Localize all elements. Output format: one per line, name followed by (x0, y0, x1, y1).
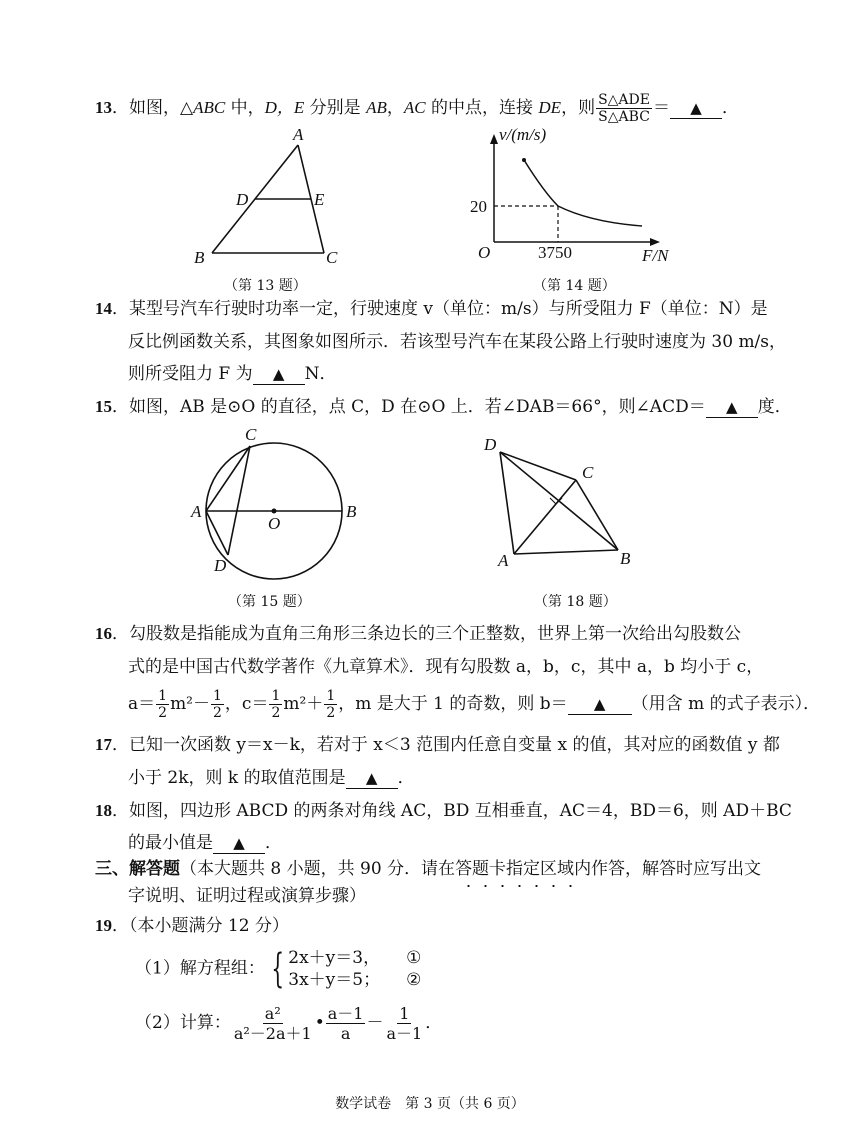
q17-line-1: 17．已知一次函数 y＝x－k，若对于 x＜3 范围内任意自变量 x 的值，其对应的函数值 y 都 (95, 735, 780, 755)
fig18-label-d: D (484, 435, 497, 454)
q16-answer-blank[interactable]: ▲ (568, 694, 632, 715)
fig15-label-b: B (346, 502, 357, 521)
fig14-ylabel: v/(m/s) (499, 125, 547, 144)
fig13-label-d: D (236, 190, 249, 209)
fig15-label-o: O (268, 514, 281, 533)
q17-answer-blank[interactable]: ▲ (346, 768, 398, 789)
fig14-caption: （第 14 题） (533, 278, 616, 294)
q18-line-1: 18．如图，四边形 ABCD 的两条对角线 AC，BD 互相垂直，AC＝4，BD＝6，则 AD＋BC (95, 801, 792, 821)
fig15-label-d: D (214, 556, 227, 575)
fig14-ytick: 20 (470, 197, 487, 216)
q13-line: 13．如图，△ABC 中，D，E 分别是 AB，AC 的中点，连接 DE，则 $\frac{\text{S△ADE}}{\text{S△ABC}}$ ＝ ▲ ． (95, 92, 739, 125)
figure-15-circle (190, 425, 370, 585)
fig18-label-c: C (582, 463, 594, 482)
q14-line-2: 反比例函数关系，其图象如图所示．若该型号汽车在某段公路上行驶时速度为 30 m/s， (128, 332, 787, 352)
q18-line-2: 的最小值是 ▲ ． (128, 833, 282, 853)
q16-line-3: a＝ $\frac{1}{2}$ m²－ $\frac{1}{2}$ ，c＝ $\frac{1}{2}$ m²＋ $\frac{1}{2}$ ，m 是大于 1 的奇数，则 b＝ ▲ （用含 m 的式子表示）． (128, 688, 821, 721)
q18-answer-blank[interactable]: ▲ (213, 833, 265, 854)
fig15-label-a: A (191, 502, 202, 521)
figure-14-graph (470, 125, 680, 270)
fig13-caption: （第 13 题） (224, 278, 307, 294)
q16-line-2: 式的是中国古代数学著作《九章算术》．现有勾股数 a，b，c，其中 a，b 均小于 c， (128, 657, 764, 677)
fig14-xtick: 3750 (538, 243, 572, 262)
fig18-label-a: A (498, 551, 509, 570)
q19-part-1: （1）解方程组： { 2x＋y＝3， ① 3x＋y＝5； ② (135, 946, 422, 992)
brace-icon: { (271, 946, 284, 992)
equation-system: { 2x＋y＝3， ① 3x＋y＝5； ② (271, 946, 422, 992)
fig18-label-b: B (620, 549, 631, 568)
q15-line: 15．如图，AB 是⊙O 的直径，点 C，D 在⊙O 上．若∠DAB＝66°，则∠ACD＝ ▲ 度． (95, 397, 792, 417)
fig13-label-b: B (194, 248, 205, 267)
fig14-origin: O (478, 243, 491, 262)
fig15-label-c: C (245, 425, 257, 444)
answer-area-emphasis: 答题卡指定区域 (455, 859, 575, 879)
fig15-caption: （第 15 题） (228, 594, 311, 610)
q13-number: 13 (95, 98, 112, 117)
q19-line: 19．（本小题满分 12 分） (95, 916, 289, 936)
fig13-label-a: A (293, 125, 304, 144)
fig13-label-e: E (314, 190, 325, 209)
q13-answer-blank[interactable]: ▲ (670, 98, 722, 119)
section-3-heading-line-2: 字说明、证明过程或演算步骤） (128, 886, 366, 906)
figure-13-triangle (190, 125, 350, 270)
q16-line-1: 16．勾股数是指能成为直角三角形三条边长的三个正整数，世界上第一次给出勾股数公 (95, 624, 741, 644)
q13-area-ratio: $\frac{\text{S△ADE}}{\text{S△ABC}}$ (598, 92, 650, 125)
fig18-caption: （第 18 题） (534, 594, 617, 610)
q14-line-1: 14．某型号汽车行驶时功率一定，行驶速度 v（单位：m/s）与所受阻力 F（单位：N）是 (95, 299, 768, 319)
q14-answer-blank[interactable]: ▲ (253, 364, 305, 385)
section-3-heading: 三、解答题（本大题共 8 小题，共 90 分．请在答题卡指定区域内作答，解答时应写出文 (95, 859, 762, 879)
page-footer: 数学试卷 第 3 页（共 6 页） (335, 1096, 525, 1112)
fig13-label-c: C (326, 248, 338, 267)
q17-line-2: 小于 2k，则 k 的取值范围是 ▲ ． (128, 768, 415, 788)
q19-part-2: （2）计算： $\frac{\text{a²}}{\text{a²－2a＋1}}$ • $\frac{a-1}{a}$ － $\frac{1}{a-1}$ ． (135, 1004, 443, 1043)
figure-18-quadrilateral (478, 432, 648, 582)
q15-answer-blank[interactable]: ▲ (706, 397, 758, 418)
fig14-xlabel: F/N (642, 246, 669, 265)
q14-line-3: 则所受阻力 F 为 ▲ N． (128, 364, 337, 384)
